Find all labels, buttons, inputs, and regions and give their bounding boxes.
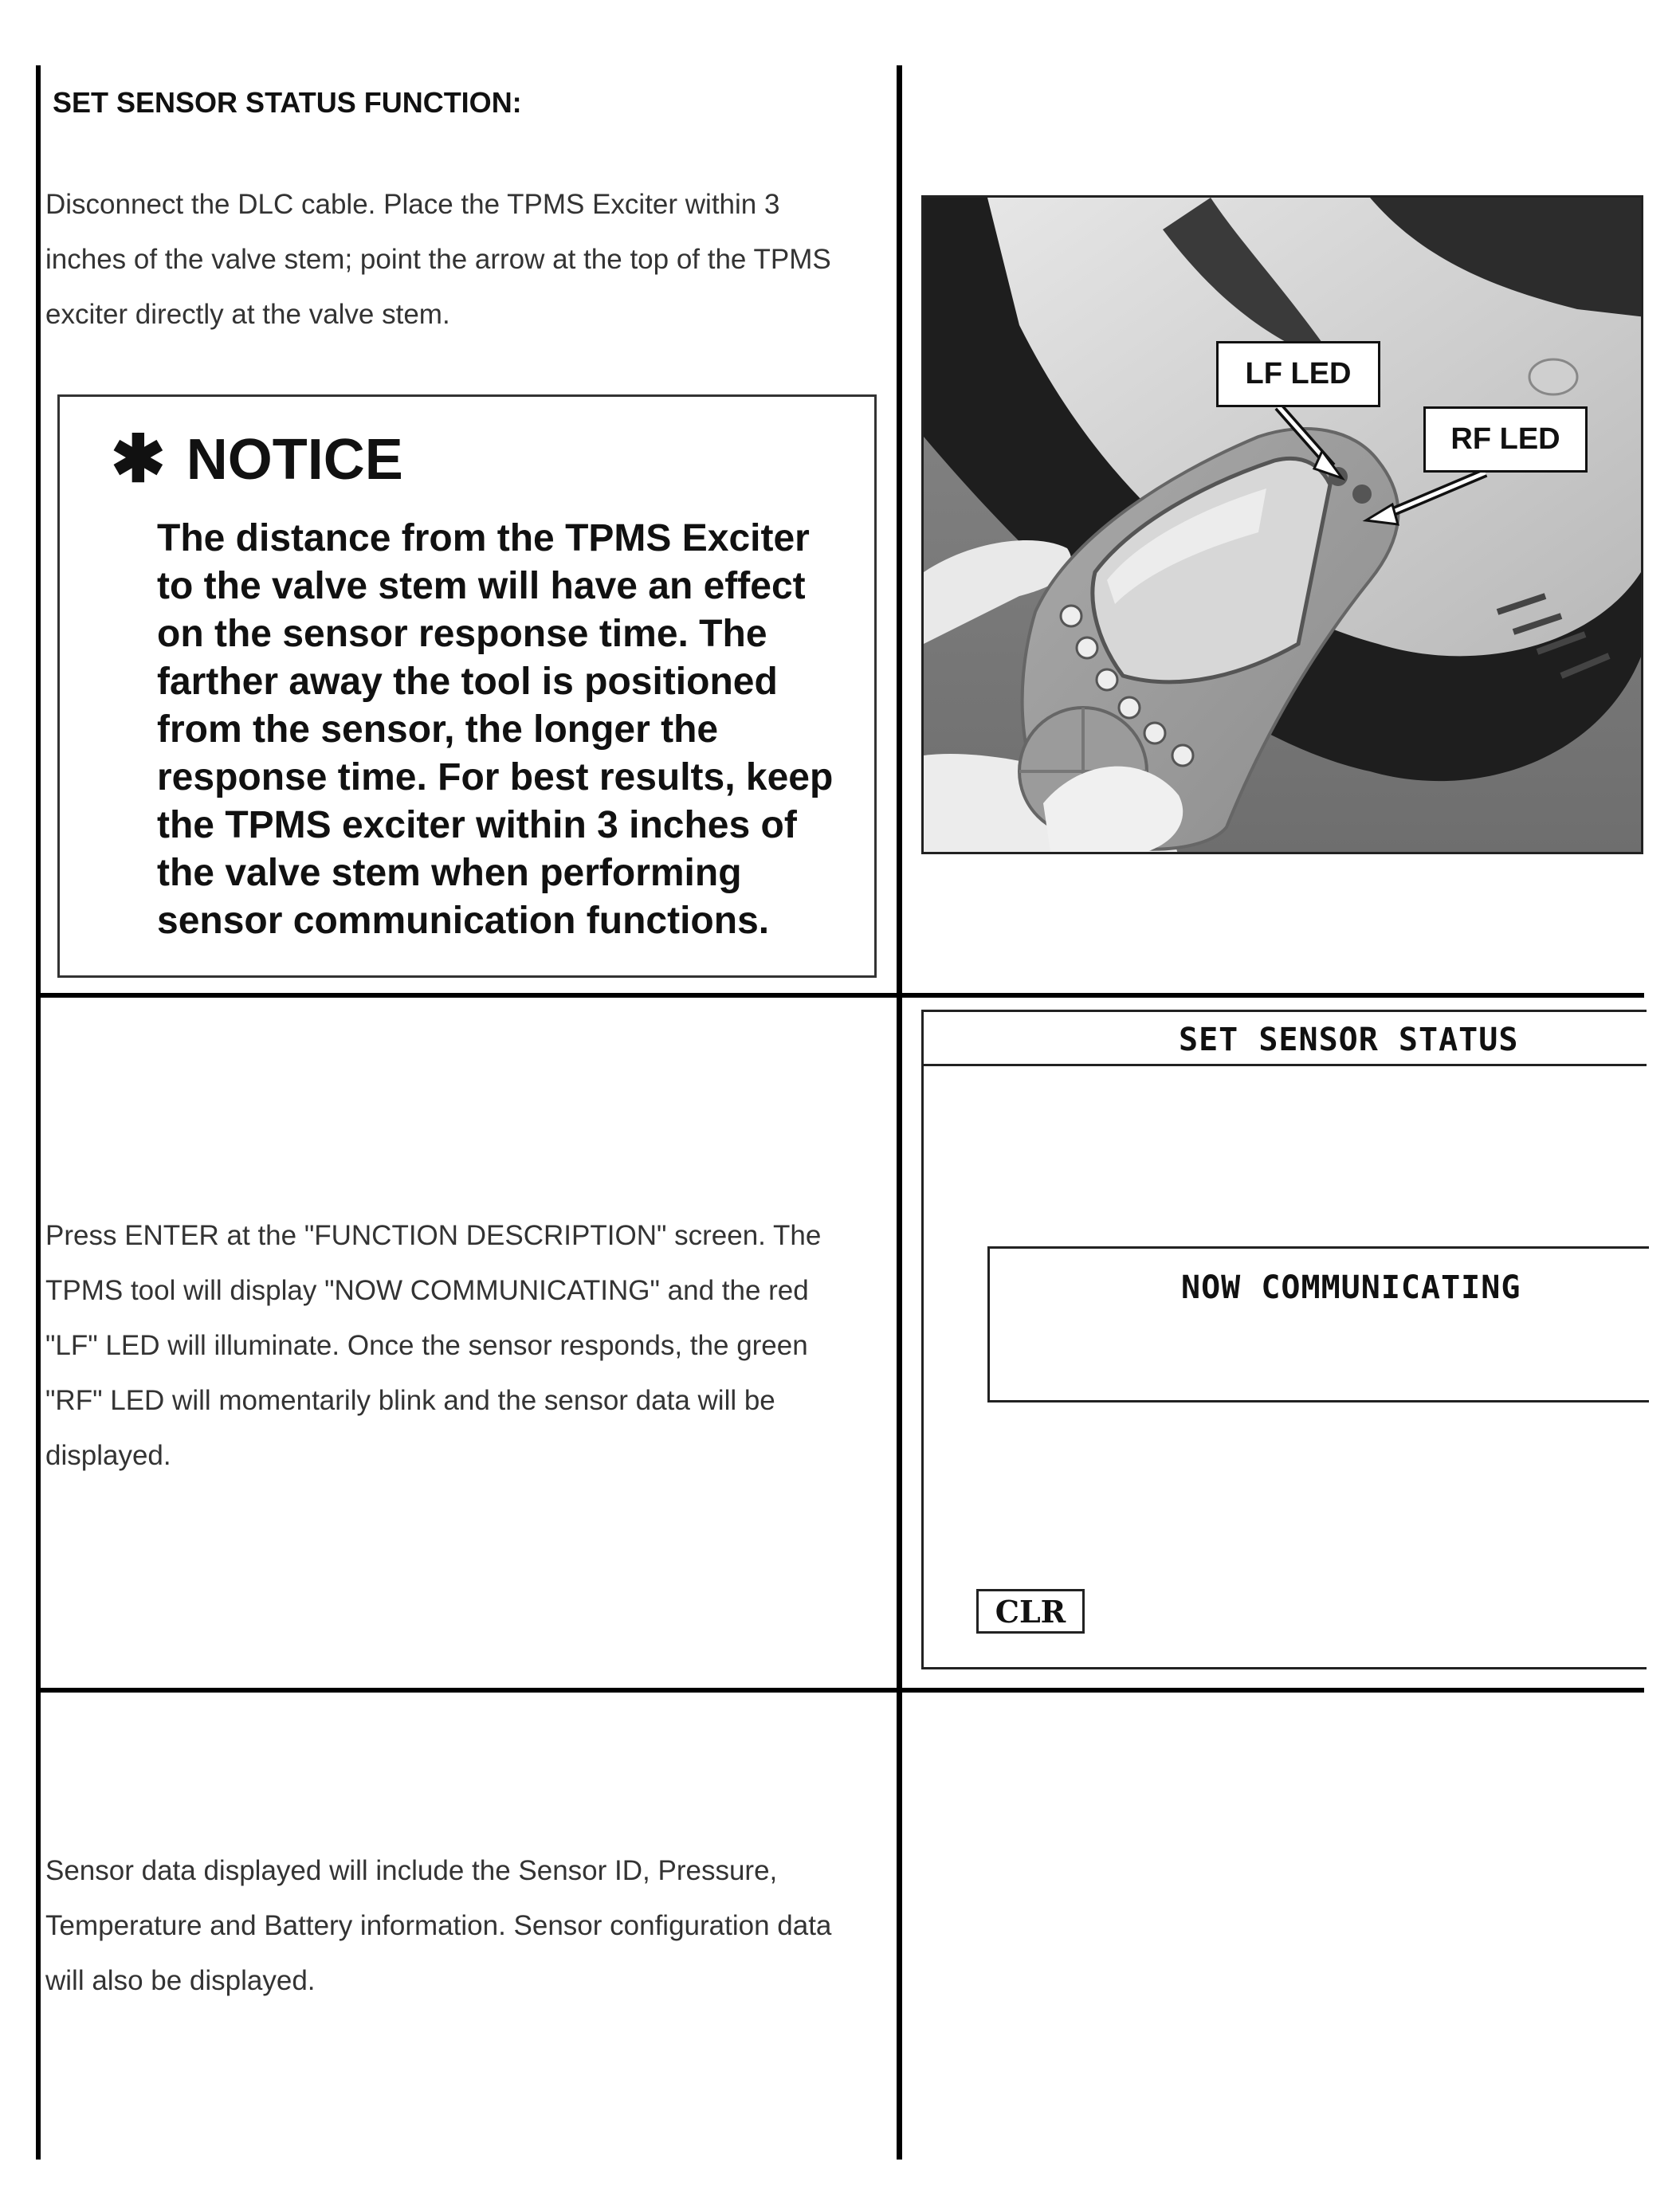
notice-title-text: NOTICE [186, 428, 403, 492]
status-message: NOW COMMUNICATING [1181, 1269, 1521, 1306]
row-divider-2 [36, 1688, 1644, 1693]
notice-line: to the valve stem will have an effect [157, 565, 806, 607]
step2-instructions [45, 1208, 898, 1483]
table-left-border [36, 65, 41, 2160]
notice-line: from the sensor, the longer the [157, 708, 719, 751]
notice-line: farther away the tool is positioned [157, 661, 778, 703]
step1-instructions [45, 177, 898, 342]
step2-line: "LF" LED will illuminate. Once the sensor responds, the green [45, 1330, 808, 1361]
notice-line: response time. For best results, keep [157, 756, 834, 798]
step3-instructions [45, 1843, 898, 2008]
step1-line: exciter directly at the valve stem. [45, 299, 450, 330]
step2-line: "RF" LED will momentarily blink and the sensor data will be [45, 1385, 775, 1416]
step3-line: will also be displayed. [45, 1965, 316, 1996]
status-message-box [987, 1246, 1649, 1402]
asterisk-icon: ✱ [111, 423, 166, 496]
step2-line: TPMS tool will display "NOW COMMUNICATING" and the red [45, 1275, 809, 1306]
screen-title: SET SENSOR STATUS [1179, 1022, 1519, 1058]
clr-button[interactable]: CLR [976, 1589, 1085, 1634]
section-heading: SET SENSOR STATUS FUNCTION: [53, 86, 522, 119]
rf-led-label: RF LED [1423, 406, 1588, 473]
step1-line: Disconnect the DLC cable. Place the TPMS Exciter within 3 [45, 189, 780, 220]
step2-line: displayed. [45, 1440, 171, 1471]
step3-line: Sensor data displayed will include the Sensor ID, Pressure, [45, 1855, 778, 1886]
screen-title-bar [924, 1012, 1647, 1066]
notice-line: sensor communication functions. [157, 900, 770, 942]
notice-box [57, 394, 877, 978]
notice-line: the TPMS exciter within 3 inches of [157, 804, 797, 846]
step3-line: Temperature and Battery information. Sensor configuration data [45, 1910, 832, 1941]
tpms-tool-screen [921, 1010, 1647, 1669]
notice-line: the valve stem when performing [157, 852, 742, 894]
notice-line: The distance from the TPMS Exciter [157, 517, 810, 559]
lf-led-label: LF LED [1216, 341, 1380, 407]
row-divider-1 [36, 993, 1644, 998]
step2-line: Press ENTER at the "FUNCTION DESCRIPTION" screen. The [45, 1220, 822, 1251]
notice-title [111, 423, 403, 496]
step1-line: inches of the valve stem; point the arrow at the top of the TPMS [45, 244, 831, 275]
tpms-tool-photo [921, 195, 1643, 854]
notice-body [157, 515, 858, 945]
tpms-tool-photo-illustration [924, 198, 1643, 854]
notice-line: on the sensor response time. The [157, 613, 767, 655]
